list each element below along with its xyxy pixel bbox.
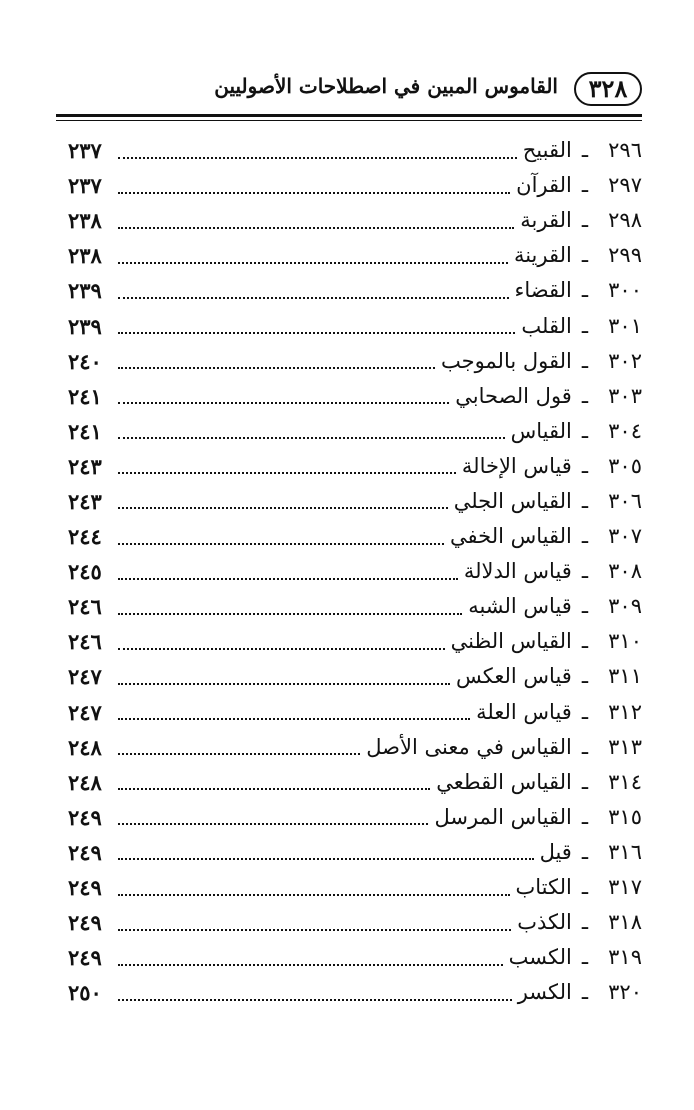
dot-leader [118, 599, 462, 615]
entry-title: قياس الدلالة [463, 559, 572, 584]
entry-title: القياس في معنى الأصل [366, 734, 572, 759]
entry-number: ٢٩٧ [608, 173, 642, 198]
entry-title: القرآن [516, 173, 572, 198]
entry-title: القضاء [514, 278, 572, 303]
entry-dash: ـ [581, 524, 588, 549]
entry-title: القياس القطعي [436, 769, 572, 794]
entry-number: ٣٠٨ [608, 559, 642, 584]
entry-page-number: ٢٤٧ [68, 664, 102, 690]
dot-leader [118, 493, 448, 509]
toc-entry [68, 870, 642, 905]
entry-number: ٣١٩ [608, 945, 642, 970]
entry-page-number: ٢٤٧ [68, 699, 102, 725]
toc-entry [68, 519, 642, 554]
toc-entry [68, 835, 642, 870]
entry-page-number: ٢٤٩ [68, 804, 102, 830]
toc-entry [68, 589, 642, 624]
dot-leader [118, 248, 508, 264]
entry-dash: ـ [581, 980, 588, 1005]
entry-number: ٣١٥ [608, 804, 642, 829]
entry-page-number: ٢٥٠ [68, 980, 102, 1006]
entry-number: ٣٠٥ [608, 453, 642, 478]
entry-number: ٣١١ [608, 664, 642, 689]
toc-entry [68, 168, 642, 203]
entry-title: القياس الظني [450, 629, 572, 654]
toc-entry [68, 344, 642, 379]
dot-leader [118, 669, 450, 685]
dot-leader [118, 564, 458, 580]
entry-number: ٣٠٠ [608, 278, 642, 303]
entry-dash: ـ [581, 945, 588, 970]
toc-entry [68, 414, 642, 449]
entry-page-number: ٢٤٩ [68, 910, 102, 936]
entry-page-number: ٢٣٨ [68, 243, 102, 269]
toc-entry [68, 484, 642, 519]
entry-number: ٣١٢ [608, 699, 642, 724]
entry-number: ٢٩٨ [608, 208, 642, 233]
entry-page-number: ٢٤٦ [68, 629, 102, 655]
entry-page-number: ٢٤٩ [68, 875, 102, 901]
dot-leader [118, 704, 470, 720]
entry-page-number: ٢٤٩ [68, 839, 102, 865]
dot-leader [118, 739, 360, 755]
header-rule-thick [56, 114, 642, 117]
entry-number: ٣٢٠ [608, 980, 642, 1005]
dot-leader [118, 880, 510, 896]
entry-title: القربة [520, 208, 572, 233]
entry-title: قيل [539, 839, 572, 864]
dot-leader [118, 423, 505, 439]
entry-dash: ـ [581, 664, 588, 689]
entry-title: الكسب [508, 945, 572, 970]
entry-dash: ـ [581, 699, 588, 724]
entry-page-number: ٢٤٣ [68, 453, 102, 479]
toc-entry [68, 379, 642, 414]
entry-dash: ـ [581, 629, 588, 654]
toc-entry [68, 765, 642, 800]
entry-page-number: ٢٣٧ [68, 138, 102, 164]
entry-title: القياس الخفي [450, 524, 572, 549]
entry-number: ٣٠٤ [608, 418, 642, 443]
entry-dash: ـ [581, 910, 588, 935]
dot-leader [118, 529, 444, 545]
toc-entry [68, 695, 642, 730]
entry-title: القياس المرسل [434, 804, 572, 829]
entry-number: ٣١٨ [608, 910, 642, 935]
dot-leader [118, 318, 515, 334]
toc-list [68, 133, 642, 1010]
entry-number: ٣١٠ [608, 629, 642, 654]
entry-title: قياس الإخالة [461, 453, 572, 478]
dot-leader [118, 985, 512, 1001]
entry-page-number: ٢٣٧ [68, 173, 102, 199]
entry-number: ٣١٦ [608, 839, 642, 864]
entry-page-number: ٢٤١ [68, 383, 102, 409]
toc-entry [68, 800, 642, 835]
entry-page-number: ٢٤١ [68, 418, 102, 444]
header-rule-thin [56, 120, 642, 121]
entry-title: الكسر [517, 980, 572, 1005]
entry-dash: ـ [581, 418, 588, 443]
toc-entry [68, 624, 642, 659]
toc-entry [68, 659, 642, 694]
entry-page-number: ٢٤٠ [68, 348, 102, 374]
page-header [56, 70, 642, 116]
dot-leader [118, 283, 509, 299]
page-number-badge [574, 72, 642, 106]
entry-number: ٣١٣ [608, 734, 642, 759]
entry-page-number: ٢٤٨ [68, 734, 102, 760]
page-number: ٣٢٨ [588, 74, 628, 103]
entry-dash: ـ [581, 769, 588, 794]
toc-entry [68, 273, 642, 308]
dot-leader [118, 774, 430, 790]
entry-title: القياس [510, 418, 572, 443]
dot-leader [118, 844, 534, 860]
toc-entry [68, 940, 642, 975]
entry-title: القلب [521, 313, 572, 338]
entry-title: قياس الشبه [468, 594, 572, 619]
entry-dash: ـ [581, 383, 588, 408]
toc-entry [68, 905, 642, 940]
toc-entry [68, 238, 642, 273]
toc-entry [68, 449, 642, 484]
entry-title: القياس الجلي [453, 488, 572, 513]
dot-leader [118, 213, 514, 229]
toc-entry [68, 730, 642, 765]
entry-dash: ـ [581, 138, 588, 163]
entry-dash: ـ [581, 804, 588, 829]
entry-title: قياس العكس [456, 664, 572, 689]
entry-page-number: ٢٤٦ [68, 594, 102, 620]
entry-number: ٣٠٣ [608, 383, 642, 408]
toc-entry [68, 554, 642, 589]
entry-dash: ـ [581, 348, 588, 373]
dot-leader [118, 178, 510, 194]
entry-number: ٣٠٦ [608, 488, 642, 513]
entry-number: ٣٠٧ [608, 524, 642, 549]
entry-page-number: ٢٣٨ [68, 208, 102, 234]
entry-dash: ـ [581, 173, 588, 198]
entry-dash: ـ [581, 453, 588, 478]
dot-leader [118, 634, 445, 650]
toc-entry [68, 203, 642, 238]
dot-leader [118, 353, 435, 369]
entry-page-number: ٢٤٩ [68, 945, 102, 971]
entry-number: ٣٠٩ [608, 594, 642, 619]
entry-page-number: ٢٤٤ [68, 524, 102, 550]
dot-leader [118, 809, 428, 825]
entry-title: القبيح [522, 138, 572, 163]
entry-number: ٣١٤ [608, 769, 642, 794]
entry-number: ٣١٧ [608, 875, 642, 900]
entry-title: القول بالموجب [440, 348, 572, 373]
toc-entry [68, 133, 642, 168]
entry-title: قول الصحابي [455, 383, 572, 408]
dot-leader [118, 458, 456, 474]
entry-title: الكتاب [515, 875, 572, 900]
entry-dash: ـ [581, 875, 588, 900]
dot-leader [118, 388, 449, 404]
running-title: القاموس المبين في اصطلاحات الأصوليين [214, 74, 558, 98]
entry-page-number: ٢٣٩ [68, 313, 102, 339]
toc-entry [68, 308, 642, 343]
entry-number: ٢٩٩ [608, 243, 642, 268]
entry-dash: ـ [581, 594, 588, 619]
entry-title: قياس العلة [476, 699, 572, 724]
entry-dash: ـ [581, 208, 588, 233]
entry-page-number: ٢٣٩ [68, 278, 102, 304]
entry-title: الكذب [517, 910, 572, 935]
entry-dash: ـ [581, 734, 588, 759]
entry-number: ٢٩٦ [608, 138, 642, 163]
entry-dash: ـ [581, 313, 588, 338]
entry-title: القرينة [513, 243, 572, 268]
dot-leader [118, 915, 511, 931]
toc-entry [68, 975, 642, 1010]
entry-dash: ـ [581, 243, 588, 268]
entry-dash: ـ [581, 839, 588, 864]
dot-leader [118, 143, 517, 159]
entry-dash: ـ [581, 278, 588, 303]
entry-dash: ـ [581, 488, 588, 513]
entry-page-number: ٢٤٨ [68, 769, 102, 795]
dot-leader [118, 950, 503, 966]
entry-page-number: ٢٤٣ [68, 488, 102, 514]
entry-dash: ـ [581, 559, 588, 584]
entry-page-number: ٢٤٥ [68, 559, 102, 585]
entry-number: ٣٠٢ [608, 348, 642, 373]
entry-number: ٣٠١ [608, 313, 642, 338]
